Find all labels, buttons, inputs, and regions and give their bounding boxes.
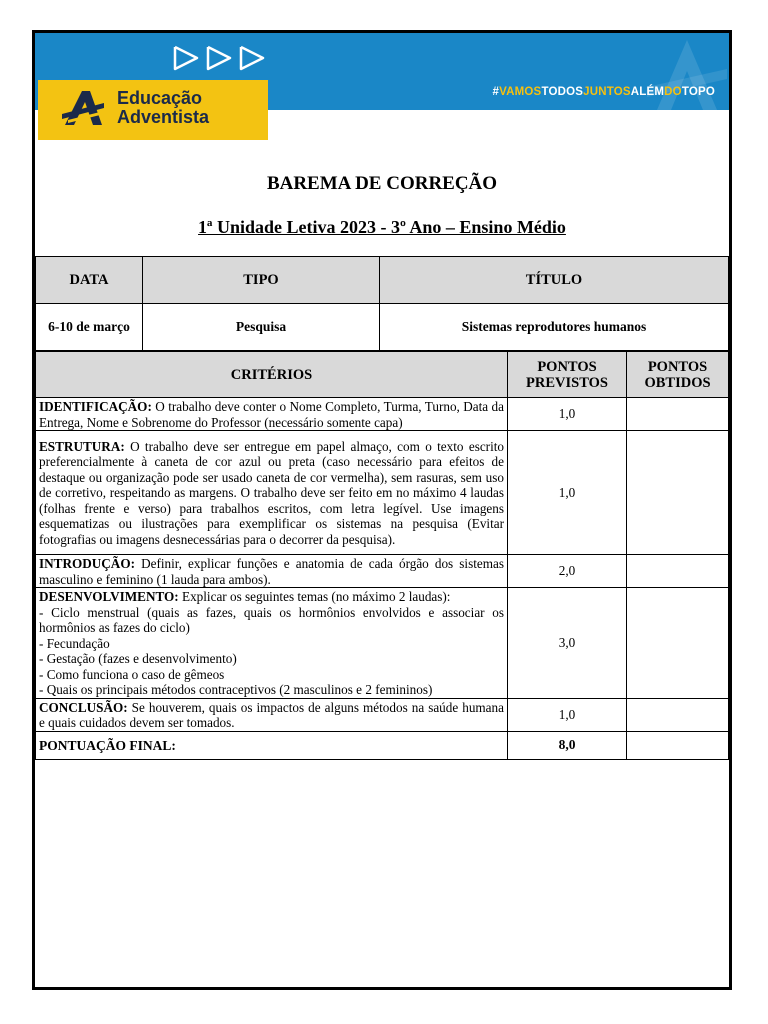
header-data: DATA [36,257,143,304]
criteria-text: CONCLUSÃO: Se houverem, quais os impactos de alguns métodos na saúde humana e quais cuidados devem ser tomados. [36,698,508,731]
points-expected: 1,0 [508,398,627,431]
info-header-row [36,257,729,304]
criteria-row-identificacao [36,398,729,431]
brand-line-1: Educação [117,88,203,108]
play-arrows-icon [173,45,273,71]
info-row [36,304,729,351]
criteria-text: DESENVOLVIMENTO: Explicar os seguintes temas (no máximo 2 laudas): - Ciclo menstrual (quais as fazes, quais os hormônios envolvidos e associar os hormônios as fazes do ciclo) - Fecundação - Gestação (fazes e desenvolvimento) - Como funciona o caso de gêmeos - Quais os principais métodos contraceptivos (2 masculinos e 2 femininos) [36,588,508,699]
header-criterios: CRITÉRIOS [36,352,508,398]
criteria-row-introducao [36,555,729,588]
document-subtitle: 1ª Unidade Letiva 2023 - 3º Ano – Ensino Médio [198,217,566,237]
watermark-logo-icon [647,35,727,110]
criteria-row-desenvolvimento [36,588,729,699]
criteria-header-row [36,352,729,398]
info-table [35,256,729,351]
document-page [32,30,732,990]
final-score-label: PONTUAÇÃO FINAL: [36,731,508,759]
cell-titulo: Sistemas reprodutores humanos [380,304,729,351]
document-title: BAREMA DE CORREÇÃO [266,173,498,194]
adventist-logo-icon [62,90,104,126]
criteria-row-conclusao [36,698,729,731]
points-obtained[interactable] [627,555,729,588]
final-score-obtained[interactable] [627,731,729,759]
topic-item: - Gestação (fazes e desenvolvimento) [39,651,237,666]
points-expected: 1,0 [508,698,627,731]
topic-item: - Como funciona o caso de gêmeos [39,666,225,682]
points-obtained[interactable] [627,431,729,555]
header-pontos-previstos: PONTOS PREVISTOS [508,352,627,398]
hashtag-slogan: #VAMOSTODOSJUNTOSALÉMDOTOPO [492,86,715,98]
brand-logo [38,80,268,140]
points-obtained[interactable] [627,698,729,731]
header-titulo: TÍTULO [380,257,729,304]
final-score-expected: 8,0 [508,731,627,759]
points-obtained[interactable] [627,588,729,699]
points-expected: 1,0 [508,431,627,555]
criteria-text: INTRODUÇÃO: Definir, explicar funções e anatomia de cada órgão dos sistemas masculino e feminino (1 lauda para ambos). [36,555,508,588]
brand-name [117,89,209,127]
cell-data: 6-10 de março [36,304,143,351]
header-tipo: TIPO [143,257,380,304]
brand-line-2: Adventista [117,107,210,127]
points-obtained[interactable] [627,398,729,431]
topic-item: - Ciclo menstrual (quais as fazes, quais os hormônios envolvidos e associar os hormônios as fazes do ciclo) [39,604,504,635]
points-expected: 2,0 [508,555,627,588]
cell-tipo: Pesquisa [143,304,380,351]
criteria-table [35,351,729,760]
topic-item: - Fecundação [39,635,110,651]
header-pontos-obtidos: PONTOS OBTIDOS [627,352,729,398]
topic-item: - Quais os principais métodos contraceptivos (2 masculinos e 2 femininos) [39,682,433,697]
points-expected: 3,0 [508,588,627,699]
final-score-row [36,731,729,759]
criteria-text: ESTRUTURA: O trabalho deve ser entregue em papel almaço, com o texto escrito preferencialmente à caneta de cor azul ou preta (caso necessário para efeitos de destaque ou organização pode ser usado caneta de cor vermelha), sem rasuras, sem uso de corretivo, respeitando as margens. O trabalho deve ser feito em no máximo 4 laudas (folhas frente e verso) para trabalhos escritos, com letra legível. Use imagens esquematizas ou ilustrações para exemplificar os sistemas na pesquisa (Evitar fotografias ou imagens desnecessárias para o decorrer da pesquisa). [36,431,508,555]
criteria-text: IDENTIFICAÇÃO: O trabalho deve conter o Nome Completo, Turma, Turno, Data da Entrega, Nome e Sobrenome do Professor (necessário somente capa) [36,398,508,431]
criteria-row-estrutura [36,431,729,555]
